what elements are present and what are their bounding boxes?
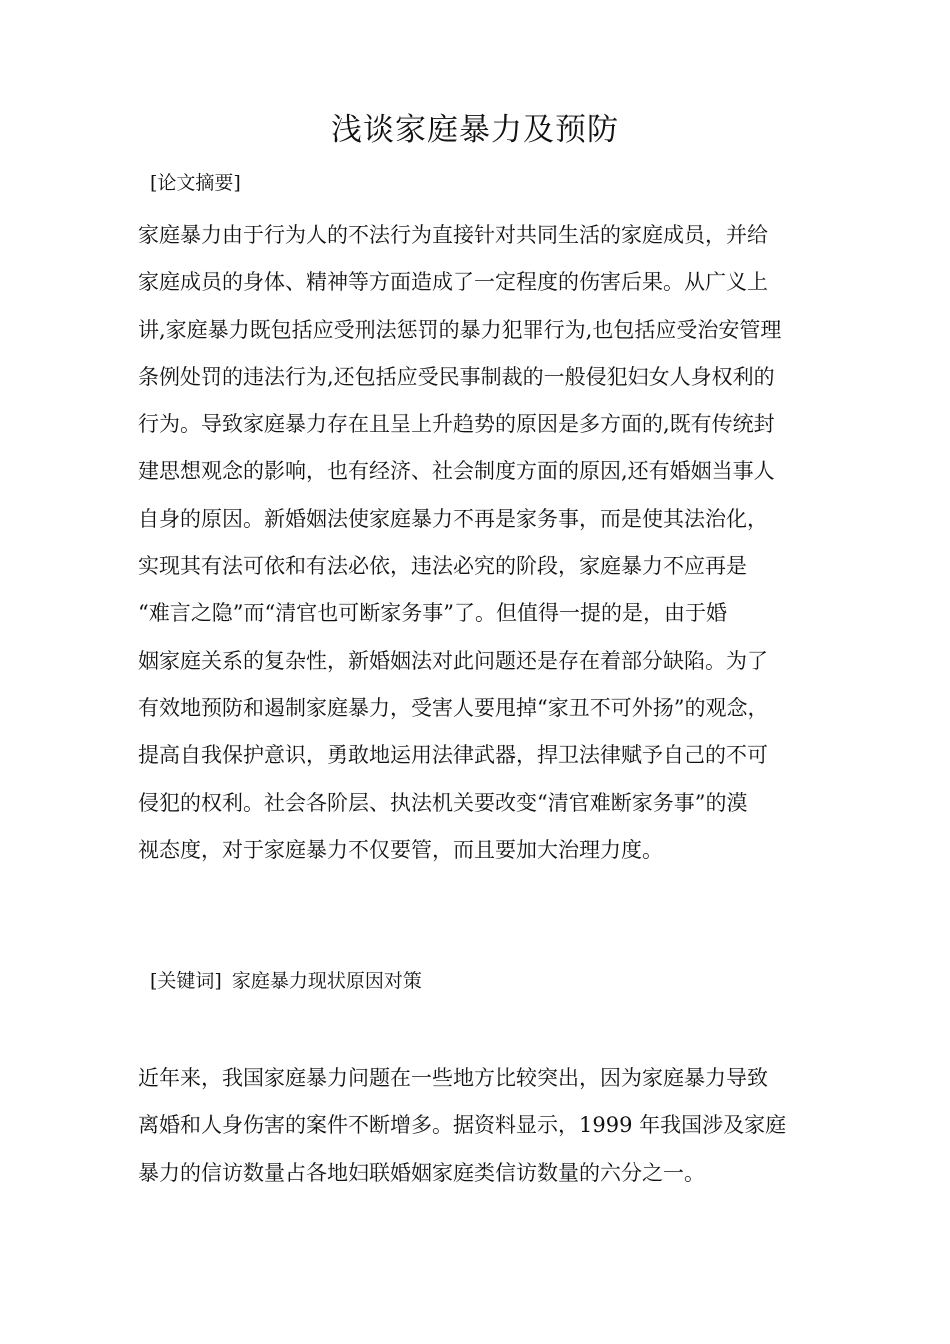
abstract-line: 侵犯的权利。社会各阶层、执法机关要改变“清官难断家务事”的漠 [138,790,748,815]
intro-line: 暴力的信访数量占各地妇联婚姻家庭类信访数量的六分之一。 [138,1160,705,1185]
abstract-line: 实现其有法可依和有法必依，违法必究的阶段，家庭暴力不应再是 [138,554,747,579]
abstract-line: 提高自我保护意识，勇敢地运用法律武器，捍卫法律赋予自己的不可 [138,743,768,768]
abstract-paragraph [138,212,828,874]
intro-line: 离婚和人身伤害的案件不断增多。据资料显示，1999 年我国涉及家庭 [138,1113,787,1138]
document-title: 浅谈家庭暴力及预防 [331,112,619,148]
abstract-line: 有效地预防和遏制家庭暴力，受害人要甩掉“家丑不可外扬”的观念， [138,695,769,720]
abstract-line: 讲,家庭暴力既包括应受刑法惩罚的暴力犯罪行为,也包括应受治安管理 [138,317,782,342]
abstract-line: “难言之隐”而“清官也可断家务事”了。但值得一提的是，由于婚 [138,601,727,626]
intro-line: 近年来，我国家庭暴力问题在一些地方比较突出，因为家庭暴力导致 [138,1066,768,1090]
abstract-line: 姻家庭关系的复杂性，新婚姻法对此问题还是存在着部分缺陷。为了 [138,648,768,673]
abstract-line: 家庭成员的身体、精神等方面造成了一定程度的伤害后果。从广义上 [138,270,768,295]
abstract-line: 建思想观念的影响，也有经济、社会制度方面的原因,还有婚姻当事人 [138,459,775,484]
abstract-line: 视态度，对于家庭暴力不仅要管，而且要加大治理力度。 [138,837,663,862]
keywords-line [150,966,422,993]
abstract-label: [论文摘要] [150,172,241,194]
abstract-line: 自身的原因。新婚姻法使家庭暴力不再是家务事，而是使其法治化， [138,506,768,531]
abstract-line: 行为。导致家庭暴力存在且呈上升趋势的原因是多方面的,既有传统封 [138,412,775,437]
abstract-line: 家庭暴力由于行为人的不法行为直接针对共同生活的家庭成员，并给 [138,223,768,247]
intro-paragraph [138,1055,828,1197]
keywords-text: 家庭暴力现状原因对策 [231,970,422,992]
keywords-label: [关键词] [150,970,222,992]
abstract-line: 条例处罚的违法行为,还包括应受民事制裁的一般侵犯妇女人身权利的 [138,364,775,389]
